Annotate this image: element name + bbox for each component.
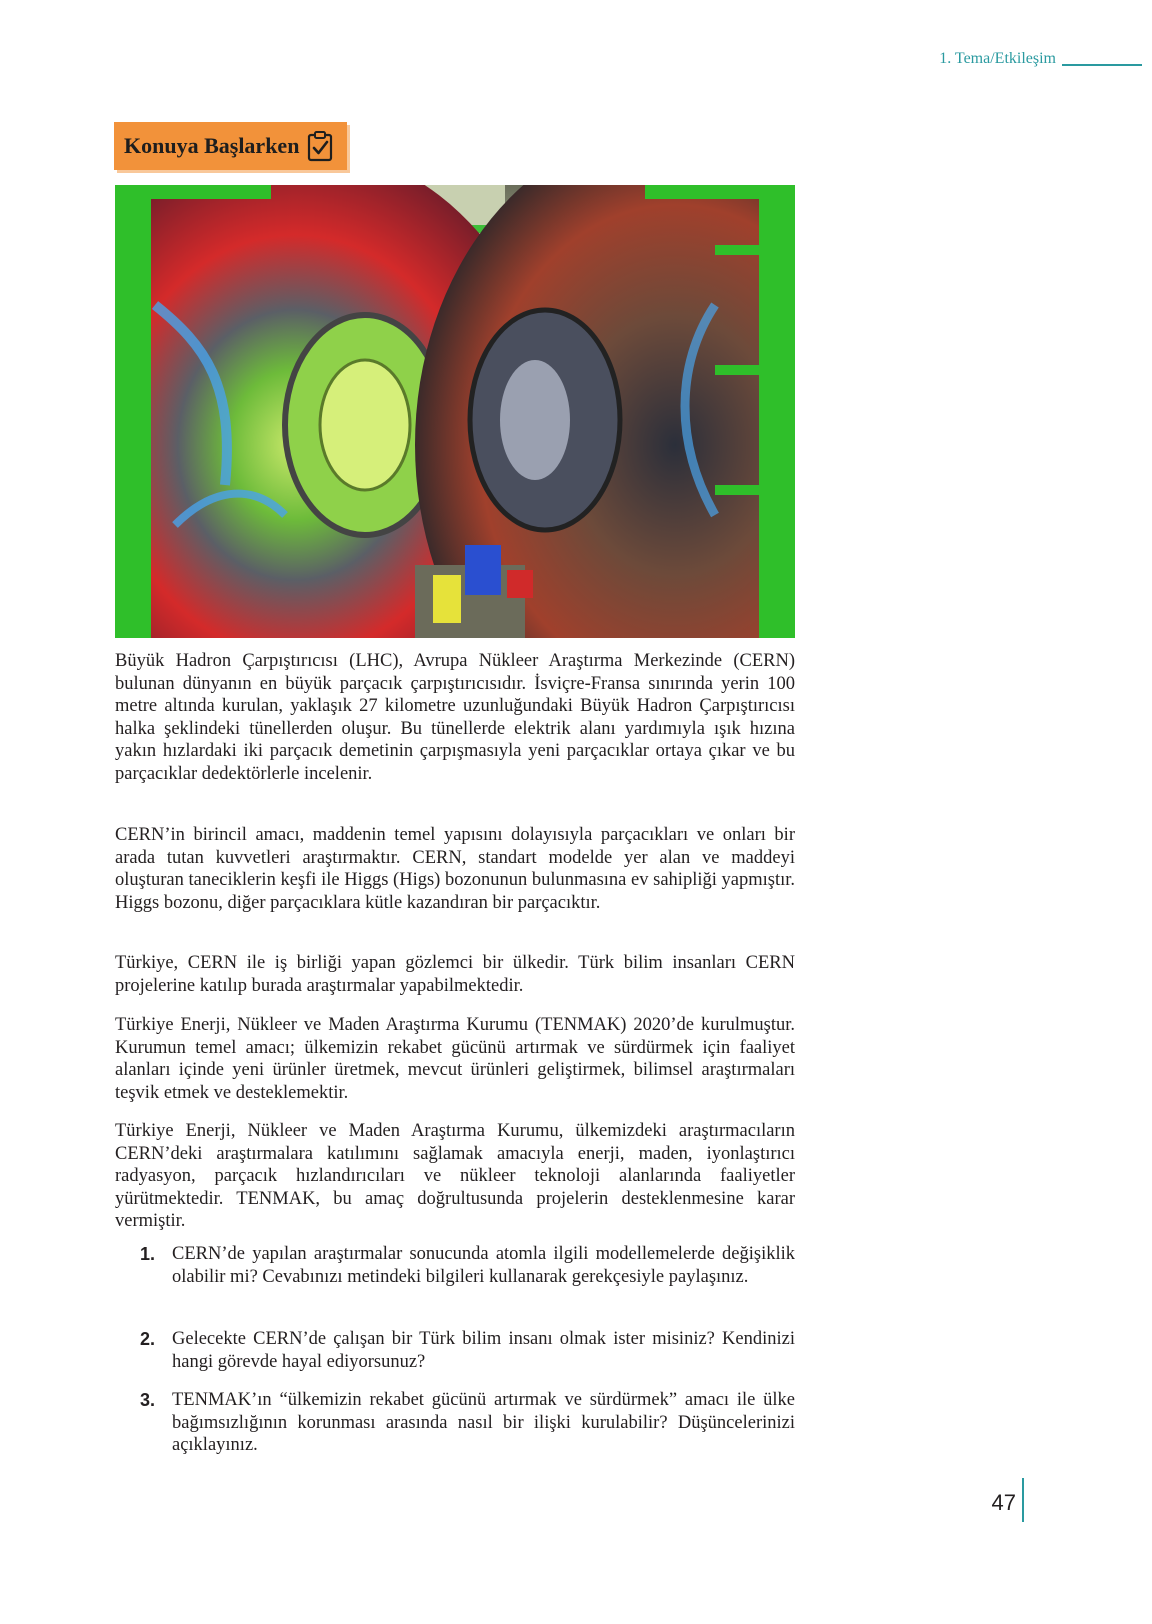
paragraph-turkey-cern: Türkiye, CERN ile iş birliği yapan gözlemci bir ülkedir. Türk bilim insanları CERN projelerine katılıp burada araştırmalar yapabilmektedir.: [115, 953, 795, 996]
question-number: 2.: [140, 1329, 156, 1349]
section-title: 1. Tema/Etkileşim: [939, 50, 1056, 67]
page-number-rule: [1022, 1478, 1024, 1522]
page-number: 47: [991, 1490, 1016, 1515]
clipboard-check-icon: [307, 130, 333, 162]
paragraph-lhc: Büyük Hadron Çarpıştırıcısı (LHC), Avrupa Nükleer Araştırma Merkezinde (CERN) bulunan dünyanın en büyük parçacık çarpıştırıcısıdır. İsviçre-Fransa sınırında yerin 100 metre altında kurulan, yaklaşık 27 kilometre uzunluğundaki Büyük Hadron Çarpıştırıcısı halka şeklindeki tünellerden oluşur. Bu tünellerde elektrik alanı yardımıyla ışık hızına yakın hızlardaki iki parçacık demetinin çarpışmasıyla yeni parçacıklar ortaya çıkar ve bu parçacıklar dedektörlerle incelenir.: [115, 651, 795, 784]
running-header: [852, 50, 1152, 74]
question-text: Gelecekte CERN’de çalışan bir Türk bilim insanı olmak ister misiniz? Kendinizi hangi görevde hayal ediyorsunuz?: [172, 1329, 795, 1372]
header-rule: [1062, 64, 1142, 66]
section-badge: [114, 122, 347, 170]
paragraph-cern-purpose: CERN’in birincil amacı, maddenin temel yapısını dolayısıyla parçacıkları ve onları bir arada tutan kuvvetleri araştırmaktır. CERN, standart modelde yer alan ve maddeyi oluşturan taneciklerin keşfi ile Higgs (Higs) bozonunun bulunmasına ev sahipliği yapmıştır. Higgs bozonu, diğer parçacıklara kütle kazandıran bir parçacıktır.: [115, 825, 795, 913]
badge-title: Konuya Başlarken: [124, 133, 300, 158]
question-text: TENMAK’ın “ülkemizin rekabet gücünü artırmak ve sürdürmek” amacı ile ülke bağımsızlığının korunması arasında nasıl bir ilişki kurulabilir? Düşüncelerinizi açıklayınız.: [172, 1390, 795, 1455]
question-number: 3.: [140, 1390, 156, 1410]
question-number: 1.: [140, 1244, 156, 1264]
question-text: CERN’de yapılan araştırmalar sonucunda atomla ilgili modellemelerde değişiklik olabilir mi? Cevabınızı metindeki bilgileri kullanarak gerekçesiyle paylaşınız.: [172, 1244, 795, 1287]
paragraph-tenmak-founding: Türkiye Enerji, Nükleer ve Maden Araştırma Kurumu (TENMAK) 2020’de kurulmuştur. Kurumun temel amacı; ülkemizin rekabet gücünü artırmak ve sürdürmek için faaliyet alanları içinde yeni ürünler üretmek, mevcut ürünleri geliştirmek, bilimsel araştırmaları teşvik etmek ve desteklemektir.: [115, 1015, 795, 1103]
detector-hall-photo: [115, 185, 795, 638]
paragraph-tenmak-activities: Türkiye Enerji, Nükleer ve Maden Araştırma Kurumu, ülkemizdeki araştırmacıların CERN’deki araştırmalara katılımını sağlamak amacıyla enerji, maden, iyonlaştırıcı radyasyon, parçacık hızlandırıcıları ve nükleer teknoloji alanlarında faaliyetler yürütmektedir. TENMAK, bu amaç doğrultusunda projelerin desteklenmesine karar vermiştir.: [115, 1121, 795, 1231]
